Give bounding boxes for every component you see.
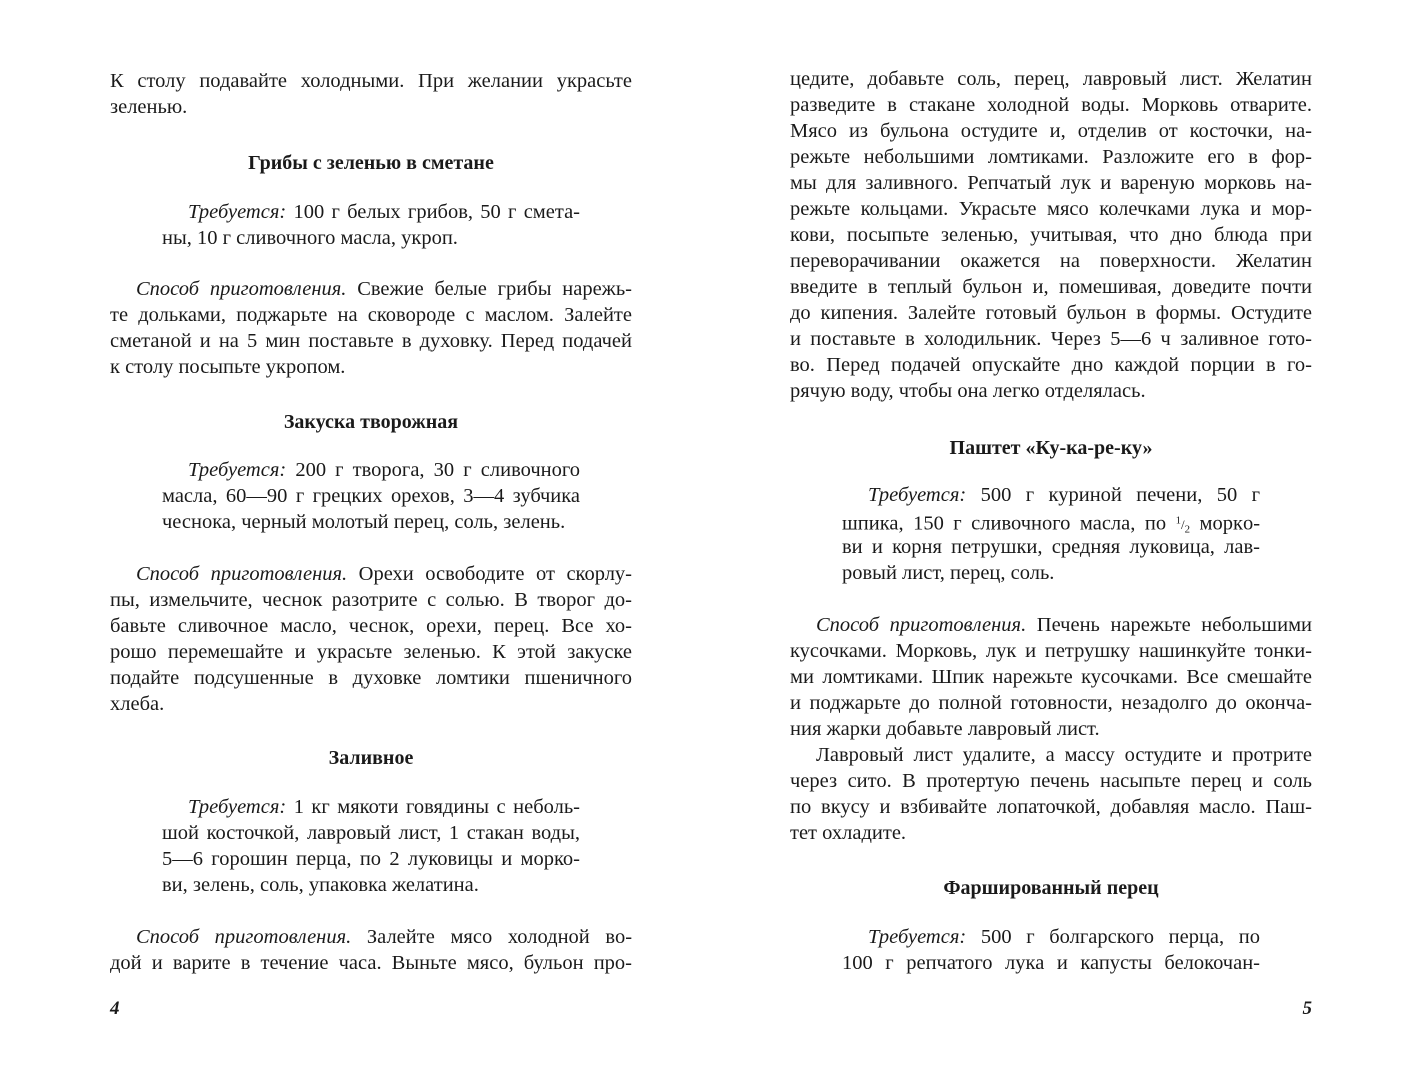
method-line: к столу посыпьте укропом. xyxy=(110,356,346,378)
method-line: Способ приготовления. Залейте мясо холодной во- xyxy=(136,926,633,948)
method-line: Способ приготовления. Свежие белые грибы нарежь- xyxy=(136,278,633,300)
text-line: мы для заливного. Репчатый лук и вареную морковь на- xyxy=(790,172,1312,194)
required-label: Требуется: xyxy=(868,484,967,506)
text-line: до кипения. Залейте готовый бульон в формы. Остудите xyxy=(790,302,1312,324)
text-line: цедите, добавьте соль, перец, лавровый лист. Желатин xyxy=(790,68,1312,90)
method-line: хлеба. xyxy=(110,693,165,715)
method-label: Способ приготовления. xyxy=(136,563,348,585)
method-line: бавьте сливочное масло, чеснок, орехи, перец. Все хо- xyxy=(110,615,632,637)
ingredients-line: ны, 10 г сливочного масла, укроп. xyxy=(162,227,458,249)
ingredients-line: Требуется: 100 г белых грибов, 50 г смета- xyxy=(188,201,581,223)
ingredients-line: Требуется: 500 г куриной печени, 50 г xyxy=(868,484,1261,506)
ingredients-line: шпика, 150 г сливочного масла, по $^1/_2$ моркo- xyxy=(842,512,1261,536)
required-label: Требуется: xyxy=(188,201,287,223)
ingredients-line: чеснока, черный молотый перец, соль, зелень. xyxy=(162,511,566,533)
text-line: переворачивании окажется на поверхности. Желатин xyxy=(790,250,1312,272)
ingredients-line: Требуется: 1 кг мякоти говядины с неболь- xyxy=(188,796,581,818)
method-line: ния жарки добавьте лавровый лист. xyxy=(790,718,1100,740)
method-line: кусочками. Морковь, лук и петрушку нашинкуйте тонки- xyxy=(790,640,1312,662)
method-line: Лавровый лист удалите, а массу остудите и протрите xyxy=(816,744,1312,766)
method-label: Способ приготовления. xyxy=(136,278,347,300)
method-line: подайте подсушенные в духовке ломтики пшеничного xyxy=(110,667,632,689)
method-line: Способ приготовления. Орехи освободите от скорлу- xyxy=(136,563,632,585)
fraction: $^1/_2$ xyxy=(1175,515,1191,536)
text-line: рячую воду, чтобы она легко отделялась. xyxy=(790,380,1146,402)
text-line: Мясо из бульона остудите и, отделив от косточки, на- xyxy=(790,120,1312,142)
text-line: во. Перед подачей опускайте дно каждой порции в го- xyxy=(790,354,1312,376)
ingredients-line: Требуется: 200 г творога, 30 г сливочного xyxy=(188,459,581,481)
ingredients-line: ви и корня петрушки, средняя луковица, лав- xyxy=(842,536,1260,558)
method-line: Способ приготовления. Печень нарежьте небольшими xyxy=(816,614,1313,636)
right-page xyxy=(790,0,1312,1080)
ingredients-line: 5—6 горошин перца, по 2 луковицы и морко- xyxy=(162,848,580,870)
method-line: ми ломтиками. Шпик нарежьте кусочками. Все смешайте xyxy=(790,666,1312,688)
method-line: через сито. В протертую печень насыпьте перец и соль xyxy=(790,770,1312,792)
ingredients-line: шой косточкой, лавровый лист, 1 стакан воды, xyxy=(162,822,580,844)
ingredients-line: ви, зелень, соль, упаковка желатина. xyxy=(162,874,479,896)
text-line: разведите в стакане холодной воды. Морковь отварите. xyxy=(790,94,1312,116)
method-label: Способ приготовления. xyxy=(136,926,352,948)
recipe-title: Фаршированный перец xyxy=(943,877,1159,899)
text-line: зеленью. xyxy=(110,96,188,118)
method-line: те дольками, поджарьте на сковороде с маслом. Залейте xyxy=(110,304,632,326)
page-number: 4 xyxy=(110,998,120,1019)
method-line: рошо перемешайте и украсьте зеленью. К этой закуске xyxy=(110,641,632,663)
left-page xyxy=(110,0,632,1080)
text-line: кови, посыпьте зеленью, учитывая, что дно блюда при xyxy=(790,224,1312,246)
recipe-title: Закуска творожная xyxy=(283,411,459,433)
recipe-title: Паштет «Ку-ка-ре-ку» xyxy=(949,437,1153,459)
method-line: и поджарьте до полной готовности, незадолго до оконча- xyxy=(790,692,1312,714)
text-line: введите в теплый бульон и, помешивая, доведите почти xyxy=(790,276,1312,298)
ingredients-line: Требуется: 500 г болгарского перца, по xyxy=(868,926,1260,948)
text-line: К столу подавайте холодными. При желании украсьте xyxy=(110,70,632,92)
ingredients-line: 100 г репчатого лука и капусты белокочан- xyxy=(842,952,1260,974)
text-line: режьте небольшими ломтиками. Разложите его в фор- xyxy=(790,146,1312,168)
required-label: Требуется: xyxy=(188,459,287,481)
method-line: сметаной и на 5 мин поставьте в духовку. Перед подачей xyxy=(110,330,632,352)
text-line: и поставьте в холодильник. Через 5—6 ч заливное гото- xyxy=(790,328,1312,350)
page-number: 5 xyxy=(1302,998,1312,1019)
ingredients-line: масла, 60—90 г грецких орехов, 3—4 зубчика xyxy=(162,485,580,507)
required-label: Требуется: xyxy=(868,926,967,948)
method-line: по вкусу и взбивайте лопаточкой, добавляя масло. Паш- xyxy=(790,796,1312,818)
method-line: дой и варите в течение часа. Выньте мясо, бульон про- xyxy=(110,952,632,974)
recipe-title: Грибы с зеленью в сметане xyxy=(248,152,494,174)
method-line: тет охладите. xyxy=(790,822,907,844)
text-line: режьте кольцами. Украсьте мясо колечками лука и мор- xyxy=(790,198,1312,220)
method-line: пы, измельчите, чеснок разотрите с солью. В творог до- xyxy=(110,589,632,611)
method-label: Способ приготовления. xyxy=(816,614,1027,636)
ingredients-line: ровый лист, перец, соль. xyxy=(842,562,1055,584)
required-label: Требуется: xyxy=(188,796,287,818)
recipe-title: Заливное xyxy=(328,747,414,769)
